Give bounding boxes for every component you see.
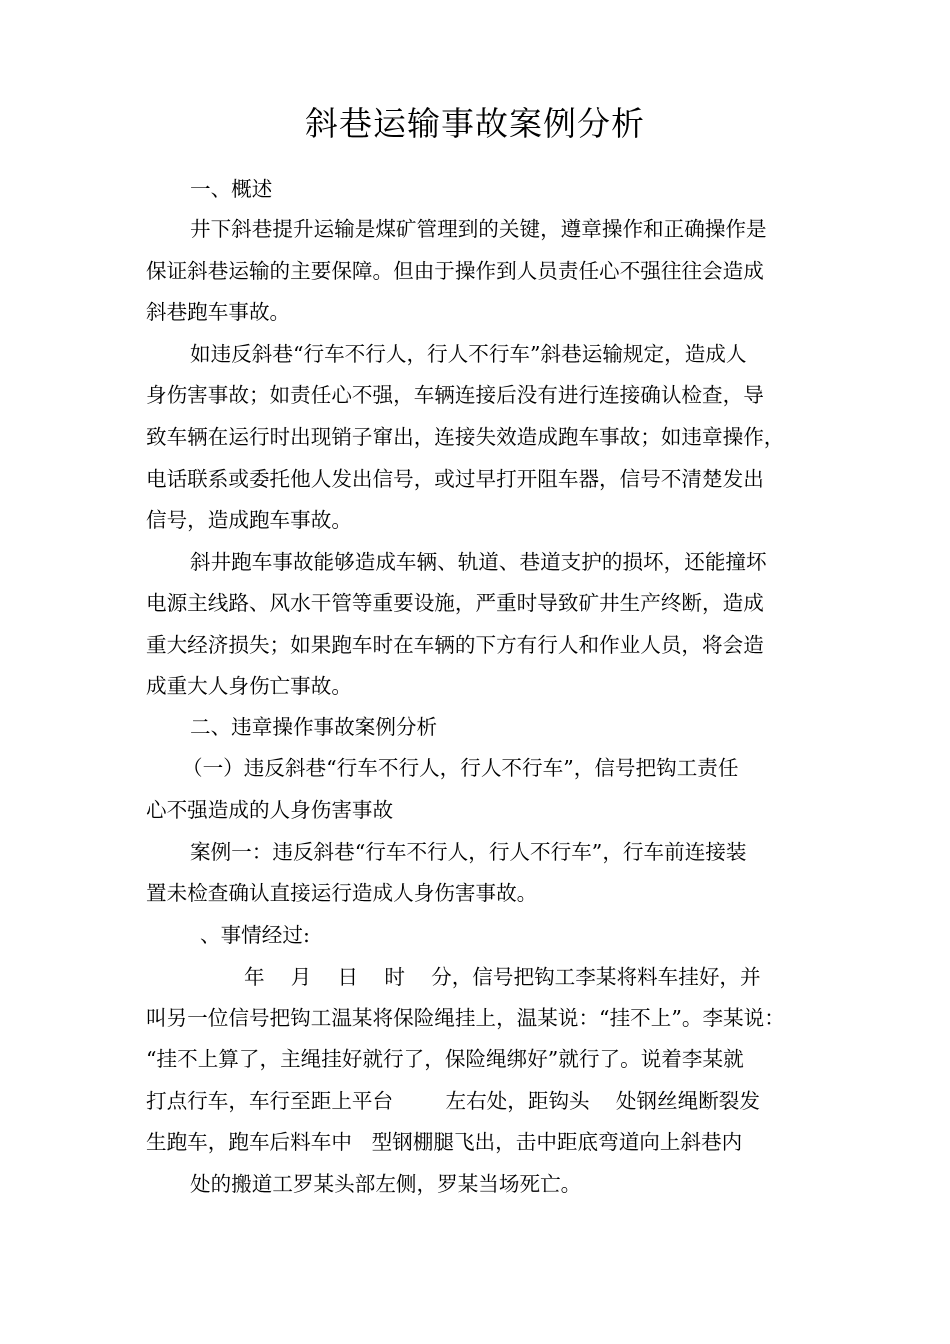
paragraph-line: 身伤害事故；如责任心不强，车辆连接后没有进行连接确认检查，导	[146, 383, 764, 407]
paragraph-line: 重大经济损失；如果跑车时在车辆的下方有行人和作业人员，将会造	[146, 633, 764, 657]
paragraph-line: 斜巷跑车事故。	[146, 300, 291, 324]
paragraph-line: 信号，造成跑车事故。	[146, 508, 352, 532]
paragraph-line: 叫另一位信号把钩工温某将保险绳挂上，温某说：“挂不上”。李某说：	[146, 1006, 785, 1030]
case-subheading: 、事情经过:	[200, 923, 310, 947]
paragraph-line: 电源主线路、风水干管等重要设施，严重时导致矿井生产终断，造成	[146, 591, 764, 615]
document-title: 斜巷运输事故案例分析	[305, 104, 645, 143]
paragraph-line: 保证斜巷运输的主要保障。但由于操作到人员责任心不强往往会造成	[146, 259, 764, 283]
paragraph-line: 生跑车，跑车后料车中 型钢棚腿飞出，击中距底弯道向上斜巷内	[146, 1130, 743, 1154]
case-heading: 案例一：违反斜巷“行车不行人，行人不行车”，行车前连接装	[190, 840, 747, 864]
paragraph-line: 如违反斜巷“行车不行人，行人不行车”斜巷运输规定，造成人	[190, 342, 747, 366]
section-heading-overview: 一、概述	[190, 177, 273, 201]
paragraph-line: 处的搬道工罗某头部左侧，罗某当场死亡。	[190, 1172, 582, 1196]
paragraph-line: 打点行车，车行至距上平台 左右处，距钩头 处钢丝绳断裂发	[146, 1089, 760, 1113]
paragraph-line: 井下斜巷提升运输是煤矿管理到的关键，遵章操作和正确操作是	[190, 217, 767, 241]
paragraph-line: 成重大人身伤亡事故。	[146, 674, 352, 698]
case-heading: 置未检查确认直接运行造成人身伤害事故。	[146, 881, 538, 905]
paragraph-line: 年 月 日 时 分，信号把钩工李某将料车挂好，并	[244, 965, 761, 989]
paragraph-line: 电话联系或委托他人发出信号，或过早打开阻车器，信号不清楚发出	[146, 467, 764, 491]
paragraph-line: “挂不上算了，主绳挂好就行了，保险绳绑好”就行了。说着李某就	[146, 1047, 744, 1071]
subsection-heading: （一）违反斜巷“行车不行人，行人不行车”，信号把钩工责任	[182, 756, 739, 780]
paragraph-line: 斜井跑车事故能够造成车辆、轨道、巷道支护的损坏，还能撞坏	[190, 550, 767, 574]
subsection-heading: 心不强造成的人身伤害事故	[146, 798, 394, 822]
paragraph-line: 致车辆在运行时出现销子窜出，连接失效造成跑车事故；如违章操作，	[146, 425, 785, 449]
section-heading-case-analysis: 二、违章操作事故案例分析	[190, 715, 438, 739]
